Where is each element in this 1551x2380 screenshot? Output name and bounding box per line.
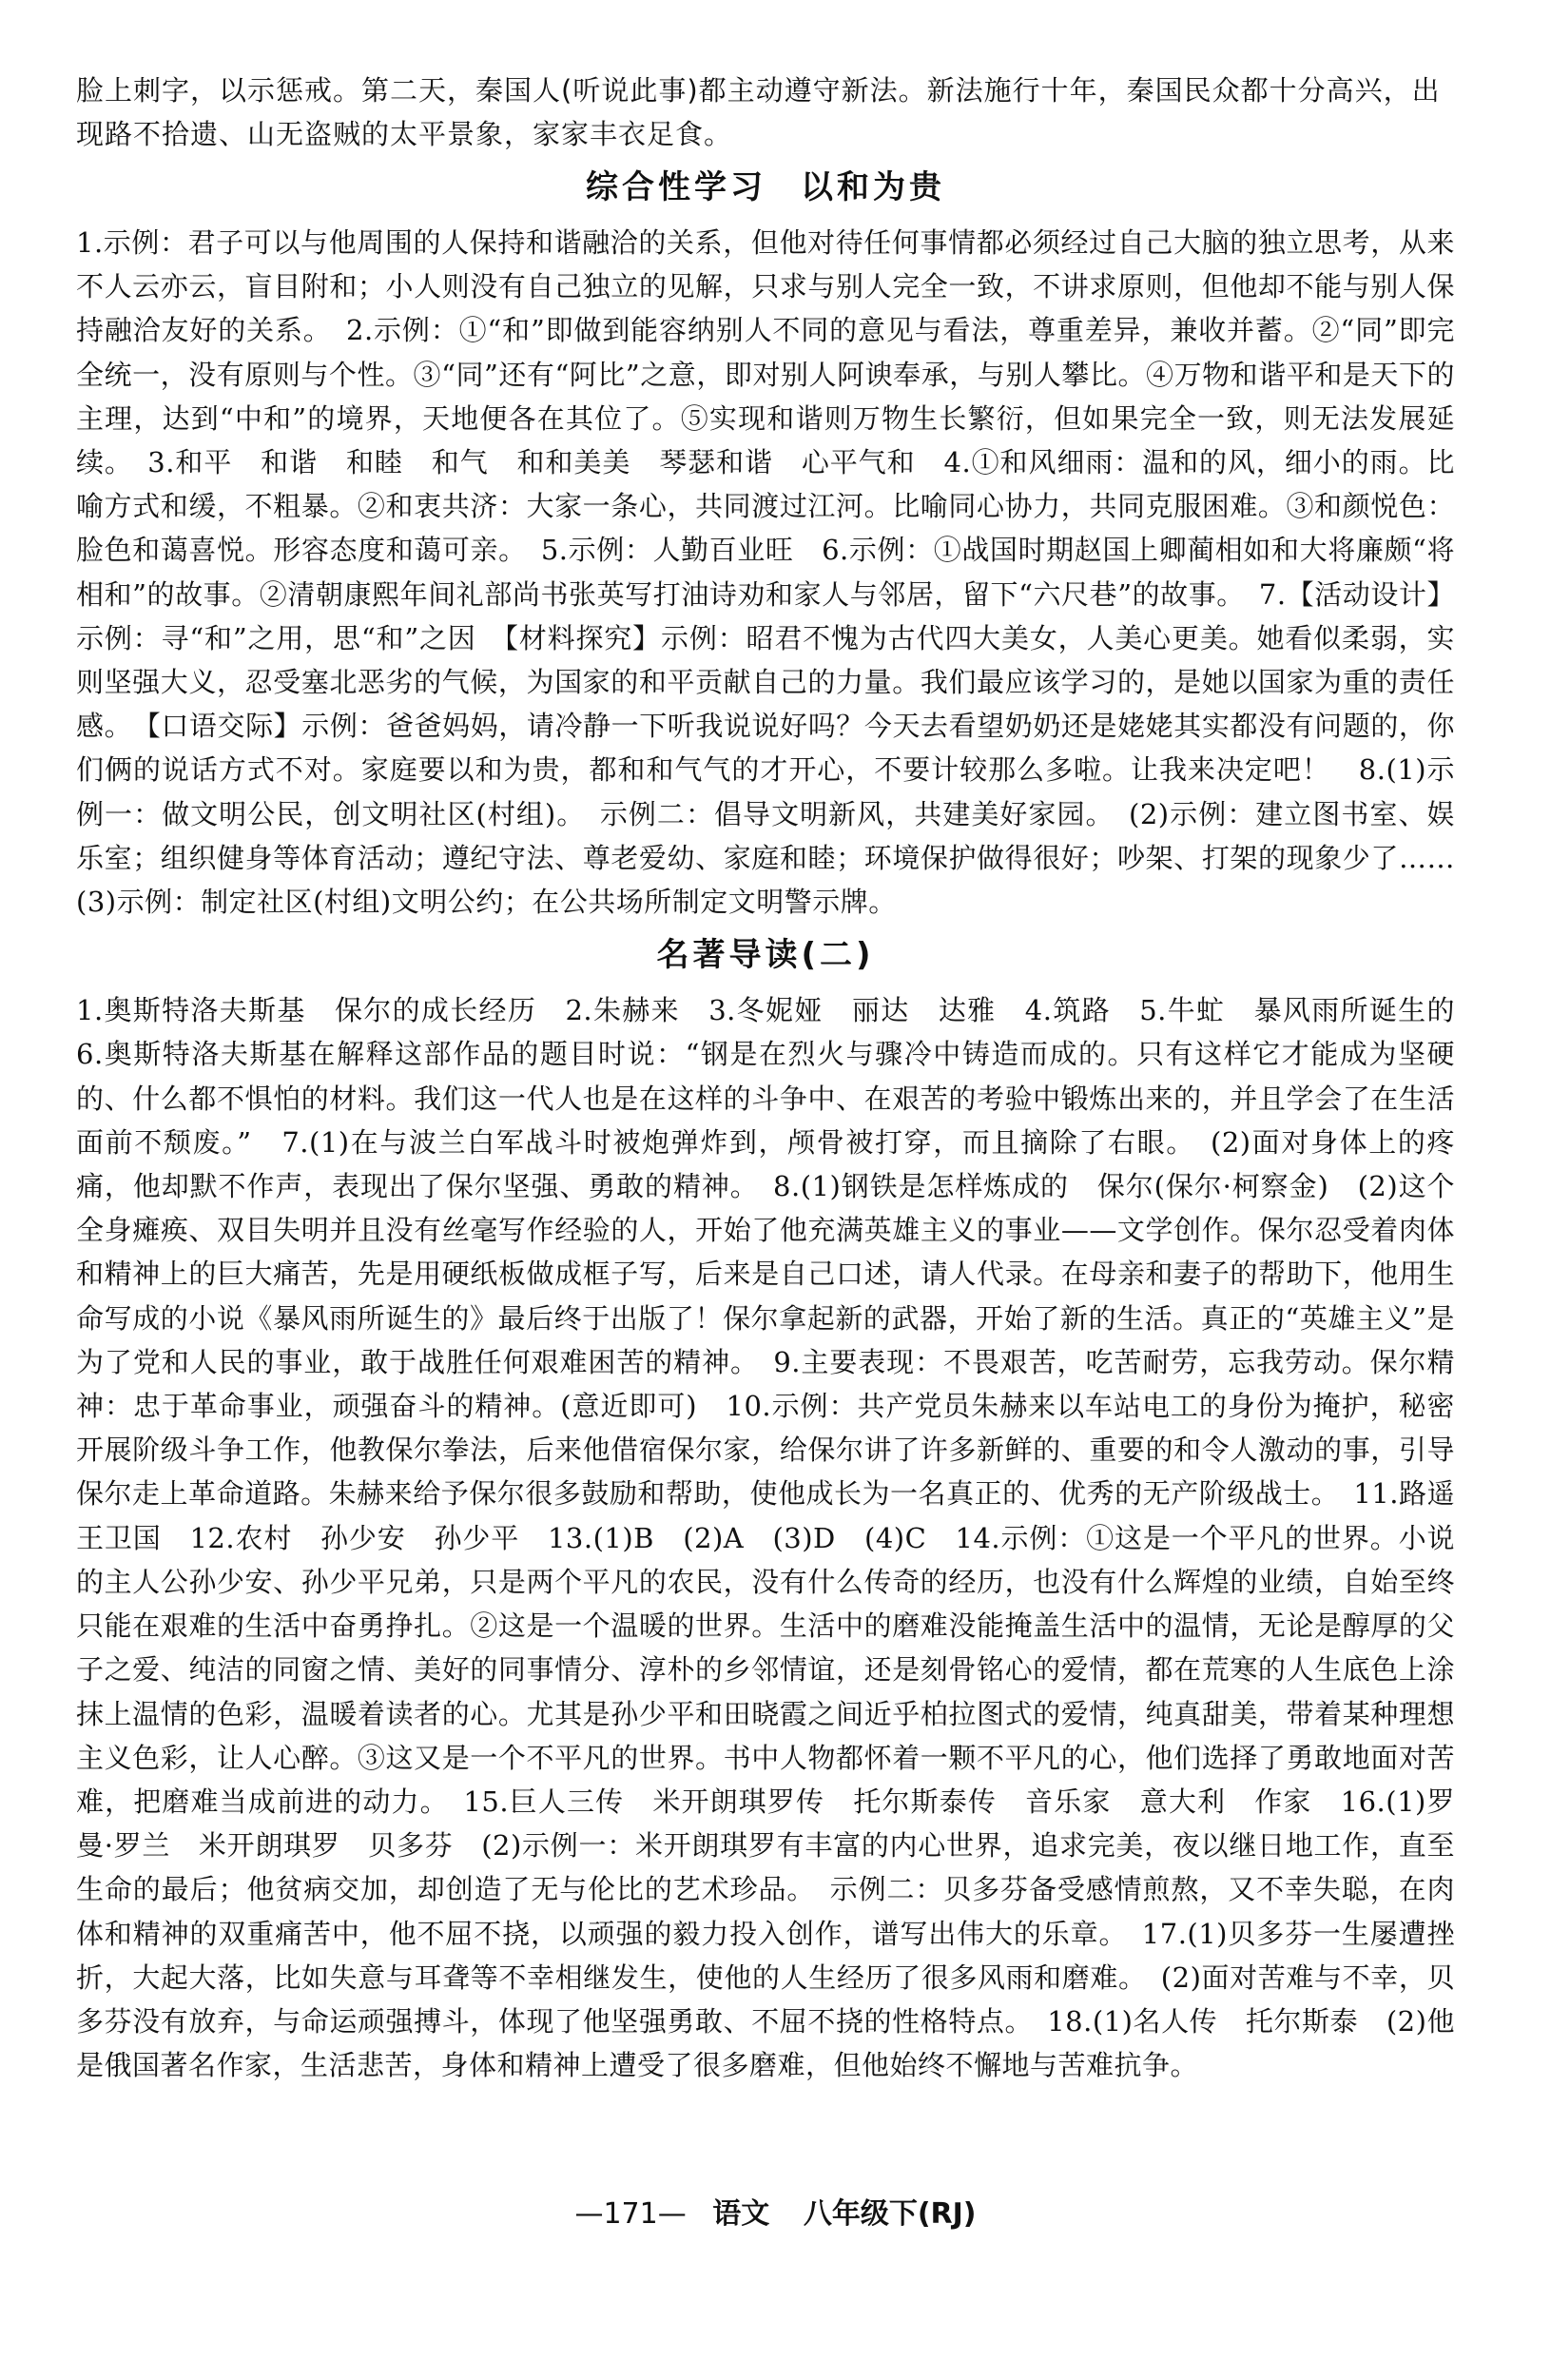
heading-part-right: 以和为贵	[801, 168, 945, 206]
section-heading-comprehensive-study	[76, 166, 1455, 209]
page-footer	[0, 2195, 1551, 2234]
heading-part-left: 综合性学习	[586, 168, 766, 206]
page-content	[76, 68, 1483, 2087]
page-number: —171—	[574, 2197, 687, 2231]
intro-paragraph: 脸上刺字，以示惩戒。第二天，秦国人(听说此事)都主动遵守新法。新法施行十年，秦国民众都十分高兴，出现路不拾遗、山无盗贼的太平景象，家家丰衣足食。	[76, 74, 1441, 150]
grade-label: 八年级下(RJ)	[803, 2197, 977, 2231]
section-heading-classic-reading: 名著导读(二)	[656, 936, 875, 975]
section-body-classic-reading: 1.奥斯特洛夫斯基 保尔的成长经历 2.朱赫来 3.冬妮娅 丽达 达雅 4.筑路 5.牛虻 暴风雨所诞生的 6.奥斯特洛夫斯基在解释这部作品的题目时说：“钢是在烈火与骤冷中铸造而成的。只有这样它才能成为坚硬的、什么都不惧怕的材料。我们这一代人也是在这样的斗争中、在艰苦的考验中锻炼出来的，并且学会了在生活面前不颓废。” 7.(1)在与波兰白军战斗时被炮弹炸到，颅骨被打穿，而且摘除了右眼。 (2)面对身体上的疼痛，他却默不作声，表现出了保尔坚强、勇敢的精神。 8.(1)钢铁是怎样炼成的 保尔(保尔·柯察金) (2)这个全身瘫痪、双目失明并且没有丝毫写作经验的人，开始了他充满英雄主义的事业——文学创作。保尔忍受着肉体和精神上的巨大痛苦，先是用硬纸板做成框子写，后来是自己口述，请人代录。在母亲和妻子的帮助下，他用生命写成的小说《暴风雨所诞生的》最后终于出版了！保尔拿起新的武器，开始了新的生活。真正的“英雄主义”是为了党和人民的事业，敢于战胜任何艰难困苦的精神。 9.主要表现：不畏艰苦，吃苦耐劳，忘我劳动。保尔精神：忠于革命事业，顽强奋斗的精神。(意近即可) 10.示例：共产党员朱赫来以车站电工的身份为掩护，秘密开展阶级斗争工作，他教保尔拳法，后来他借宿保尔家，给保尔讲了许多新鲜的、重要的和令人激动的事，引导保尔走上革命道路。朱赫来给予保尔很多鼓励和帮助，使他成长为一名真正的、优秀的无产阶级战士。 11.路遥 王卫国 12.农村 孙少安 孙少平 13.(1)B (2)A (3)D (4)C 14.示例：①这是一个平凡的世界。小说的主人公孙少安、孙少平兄弟，只是两个平凡的农民，没有什么传奇的经历，也没有什么辉煌的业绩，自始至终只能在艰难的生活中奋勇挣扎。②这是一个温暖的世界。生活中的磨难没能掩盖生活中的温情，无论是醇厚的父子之爱、纯洁的同窗之情、美好的同事情分、淳朴的乡邻情谊，还是刻骨铭心的爱情，都在荒寒的人生底色上涂抹上温情的色彩，温暖着读者的心。尤其是孙少平和田晓霞之间近乎柏拉图式的爱情，纯真甜美，带着某种理想主义色彩，让人心醉。③这又是一个不平凡的世界。书中人物都怀着一颗不平凡的心，他们选择了勇敢地面对苦难，把磨难当成前进的动力。 15.巨人三传 米开朗琪罗传 托尔斯泰传 音乐家 意大利 作家 16.(1)罗曼·罗兰 米开朗琪罗 贝多芬 (2)示例一：米开朗琪罗有丰富的内心世界，追求完美，夜以继日地工作，直至生命的最后；他贫病交加，却创造了无与伦比的艺术珍品。 示例二：贝多芬备受感情煎熬，又不幸失聪，在肉体和精神的双重痛苦中，他不屈不挠，以顽强的毅力投入创作，谱写出伟大的乐章。 17.(1)贝多芬一生屡遭挫折，大起大落，比如失意与耳聋等不幸相继发生，使他的人生经历了很多风雨和磨难。 (2)面对苦难与不幸，贝多芬没有放弃，与命运顽强搏斗，体现了他坚强勇敢、不屈不挠的性格特点。 18.(1)名人传 托尔斯泰 (2)他是俄国著名作家，生活悲苦，身体和精神上遭受了很多磨难，但他始终不懈地与苦难抗争。	[76, 994, 1483, 2082]
subject-label: 语文	[712, 2197, 770, 2231]
section-body-comprehensive-study: 1.示例：君子可以与他周围的人保持和谐融洽的关系，但他对待任何事情都必须经过自己大脑的独立思考，从来不人云亦云，盲目附和；小人则没有自己独立的见解，只求与别人完全一致，不讲求原则，但他却不能与别人保持融洽友好的关系。 2.示例：①“和”即做到能容纳别人不同的意见与看法，尊重差异，兼收并蓄。②“同”即完全统一，没有原则与个性。③“同”还有“阿比”之意，即对别人阿谀奉承，与别人攀比。④万物和谐平和是天下的主理，达到“中和”的境界，天地便各在其位了。⑤实现和谐则万物生长繁衍，但如果完全一致，则无法发展延续。 3.和平 和谐 和睦 和气 和和美美 琴瑟和谐 心平气和 4.①和风细雨：温和的风，细小的雨。比喻方式和缓，不粗暴。②和衷共济：大家一条心，共同渡过江河。比喻同心协力，共同克服困难。③和颜悦色：脸色和蔼喜悦。形容态度和蔼可亲。 5.示例：人勤百业旺 6.示例：①战国时期赵国上卿蔺相如和大将廉颇“将相和”的故事。②清朝康熙年间礼部尚书张英写打油诗劝和家人与邻居，留下“六尺巷”的故事。 7.【活动设计】示例：寻“和”之用，思“和”之因 【材料探究】示例：昭君不愧为古代四大美女，人美心更美。她看似柔弱，实则坚强大义，忍受塞北恶劣的气候，为国家的和平贡献自己的力量。我们最应该学习的，是她以国家为重的责任感。 【口语交际】示例：爸爸妈妈，请冷静一下听我说说好吗？今天去看望奶奶还是姥姥其实都没有问题的，你们俩的说话方式不对。家庭要以和为贵，都和和气气的才开心，不要计较那么多啦。让我来决定吧！ 8.(1)示例一：做文明公民，创文明社区(村组)。 示例二：倡导文明新风，共建美好家园。 (2)示例：建立图书室、娱乐室；组织健身等体育活动；遵纪守法、尊老爱幼、家庭和睦；环境保护做得很好；吵架、打架的现象少了…… (3)示例：制定社区(村组)文明公约；在公共场所制定文明警示牌。	[76, 226, 1483, 919]
